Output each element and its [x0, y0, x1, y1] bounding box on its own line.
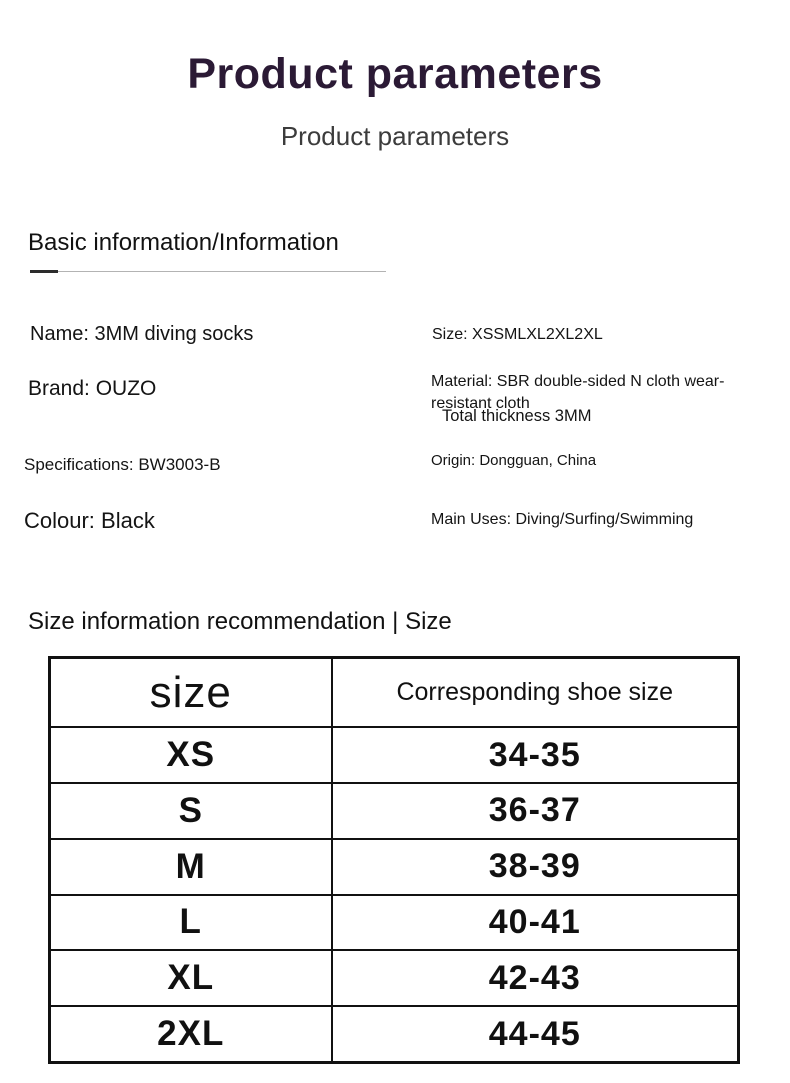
size-cell: S	[50, 783, 332, 839]
shoe-size-cell: 38-39	[332, 839, 739, 895]
size-cell: L	[50, 895, 332, 951]
page-title: Product parameters	[187, 50, 603, 98]
table-row	[50, 950, 739, 1006]
info-name: Name: 3MM diving socks	[30, 323, 254, 345]
size-cell: M	[50, 839, 332, 895]
info-material: Material: SBR double-sided N cloth wear-resistant cloth	[431, 373, 725, 412]
size-table	[48, 656, 740, 1064]
table-row	[50, 895, 739, 951]
table-row	[50, 839, 739, 895]
page-subtitle: Product parameters	[280, 121, 510, 151]
info-brand: Brand: OUZO	[28, 377, 157, 400]
table-header-row	[50, 658, 739, 728]
heading-underline-accent	[30, 270, 58, 273]
basic-information-heading: Basic information/Information	[28, 229, 339, 256]
info-specifications: Specifications: BW3003-B	[24, 455, 221, 474]
info-size: Size: XSSMLXL2XL2XL	[432, 326, 603, 343]
table-row	[50, 727, 739, 783]
shoe-size-cell: 44-45	[332, 1006, 739, 1062]
shoe-size-cell: 42-43	[332, 950, 739, 1006]
shoe-size-column-header: Corresponding shoe size	[332, 658, 739, 728]
heading-underline	[30, 271, 386, 272]
info-origin: Origin: Dongguan, China	[431, 452, 597, 469]
size-cell: 2XL	[50, 1006, 332, 1062]
size-cell: XS	[50, 727, 332, 783]
table-row	[50, 783, 739, 839]
table-row	[50, 1006, 739, 1062]
info-main-uses: Main Uses: Diving/Surfing/Swimming	[431, 511, 694, 528]
size-cell: XL	[50, 950, 332, 1006]
size-column-header: size	[50, 658, 332, 728]
shoe-size-cell: 36-37	[332, 783, 739, 839]
size-information-heading: Size information recommendation | Size	[28, 608, 452, 635]
shoe-size-cell: 34-35	[332, 727, 739, 783]
info-colour: Colour: Black	[24, 508, 155, 533]
shoe-size-cell: 40-41	[332, 895, 739, 951]
info-total-thickness: Total thickness 3MM	[442, 407, 592, 425]
